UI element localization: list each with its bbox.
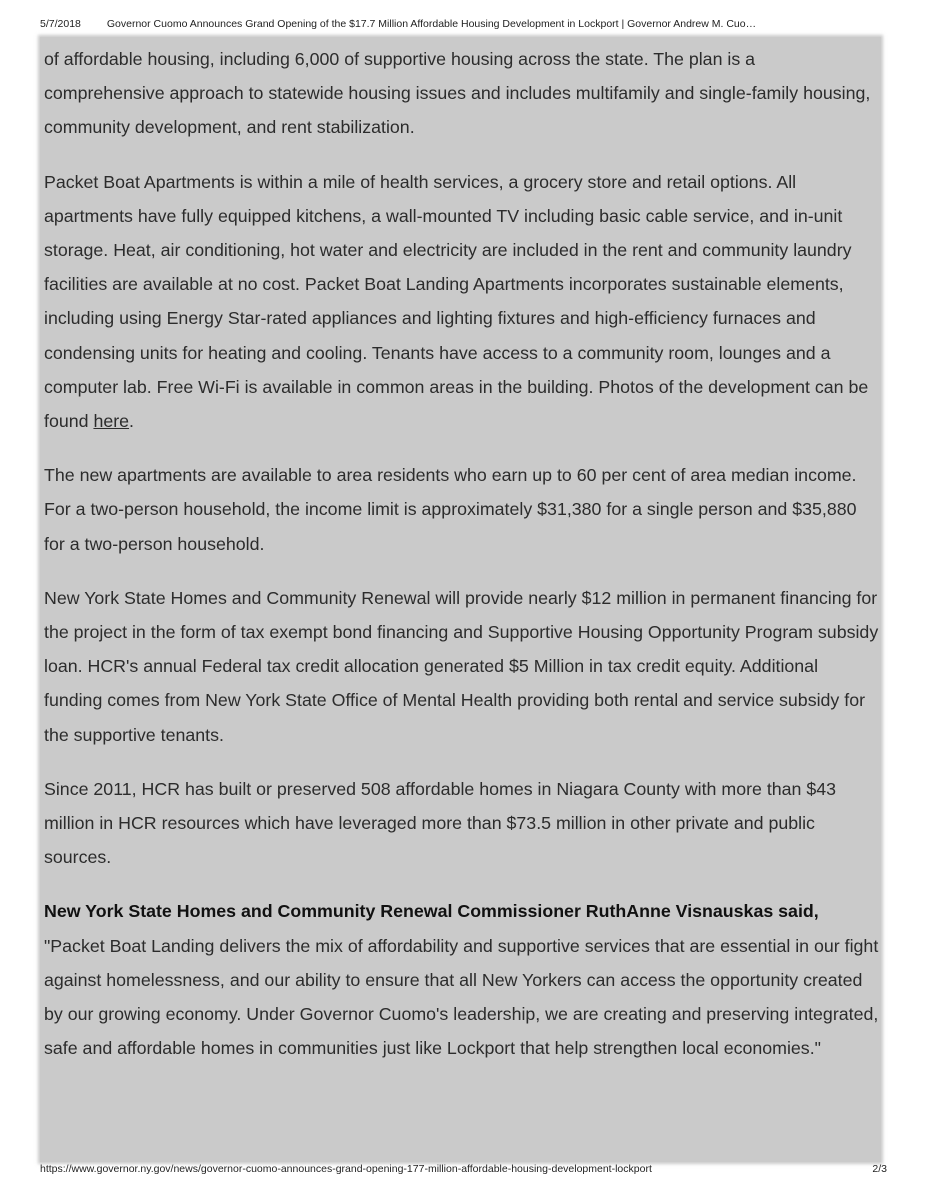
page-number: 2/3 bbox=[872, 1163, 887, 1175]
print-header bbox=[40, 17, 887, 31]
quote-text: "Packet Boat Landing delivers the mix of affordability and supportive services that are essential in our fight against homelessness, and our ability to ensure that all New Yorkers can access the opportunity created by our growing economy. Under Governor Cuomo's leadership, we are creating and preserving integrated, safe and affordable homes in communities just like Lockport that help strengthen local economies." bbox=[44, 935, 879, 1059]
print-url: https://www.governor.ny.gov/news/governor-cuomo-announces-grand-opening-177-million-affordable-housing-development-lockport bbox=[40, 1163, 652, 1175]
article-body bbox=[44, 42, 880, 1085]
amenities-end: . bbox=[129, 411, 134, 432]
paragraph-commissioner-quote bbox=[44, 894, 880, 1065]
print-date: 5/7/2018 bbox=[40, 18, 81, 30]
quote-attribution: New York State Homes and Community Renewal Commissioner RuthAnne Visnauskas said, bbox=[44, 901, 819, 922]
paragraph-amenities bbox=[44, 165, 880, 439]
paragraph-eligibility: The new apartments are available to area residents who earn up to 60 per cent of area median income. For a two-person household, the income limit is approximately $31,380 for a single person and $35,880 for a two-person household. bbox=[44, 465, 857, 554]
photos-link[interactable]: here bbox=[93, 411, 130, 432]
print-footer bbox=[40, 1162, 887, 1176]
paragraph-financing: New York State Homes and Community Renewal will provide nearly $12 million in permanent financing for the project in the form of tax exempt bond financing and Supportive Housing Opportunity Program subsidy loan. HCR's annual Federal tax credit allocation generated $5 Million in tax credit equity. Additional funding comes from New York State Office of Mental Health providing both rental and service subsidy for the supportive tenants. bbox=[44, 587, 879, 745]
print-page-title: Governor Cuomo Announces Grand Opening of the $17.7 Million Affordable Housing Development in Lockport | Governor Andrew M. Cuo… bbox=[106, 18, 757, 30]
amenities-text: Packet Boat Apartments is within a mile of health services, a grocery store and retail options. All apartments have fully equipped kitchens, a wall-mounted TV including basic cable service, and in-unit storage. Heat, air conditioning, hot water and electricity are included in the rent and community laundry facilities are available at no cost. Packet Boat Landing Apartments incorporates sustainable elements, including using Energy Star-rated appliances and lighting fixtures and high-efficiency furnaces and condensing units for heating and cooling. Tenants have access to a community room, lounges and a computer lab. Free Wi-Fi is available in common areas in the building. Photos of the development can be found bbox=[44, 171, 869, 432]
paragraph-hcr-history: Since 2011, HCR has built or preserved 508 affordable homes in Niagara County with more than $43 million in HCR resources which have leveraged more than $73.5 million in other private and public sources. bbox=[44, 778, 837, 868]
paragraph-housing-plan: of affordable housing, including 6,000 of supportive housing across the state. The plan is a comprehensive approach to statewide housing issues and includes multifamily and single-family housing, community development, and rent stabilization. bbox=[44, 49, 871, 138]
